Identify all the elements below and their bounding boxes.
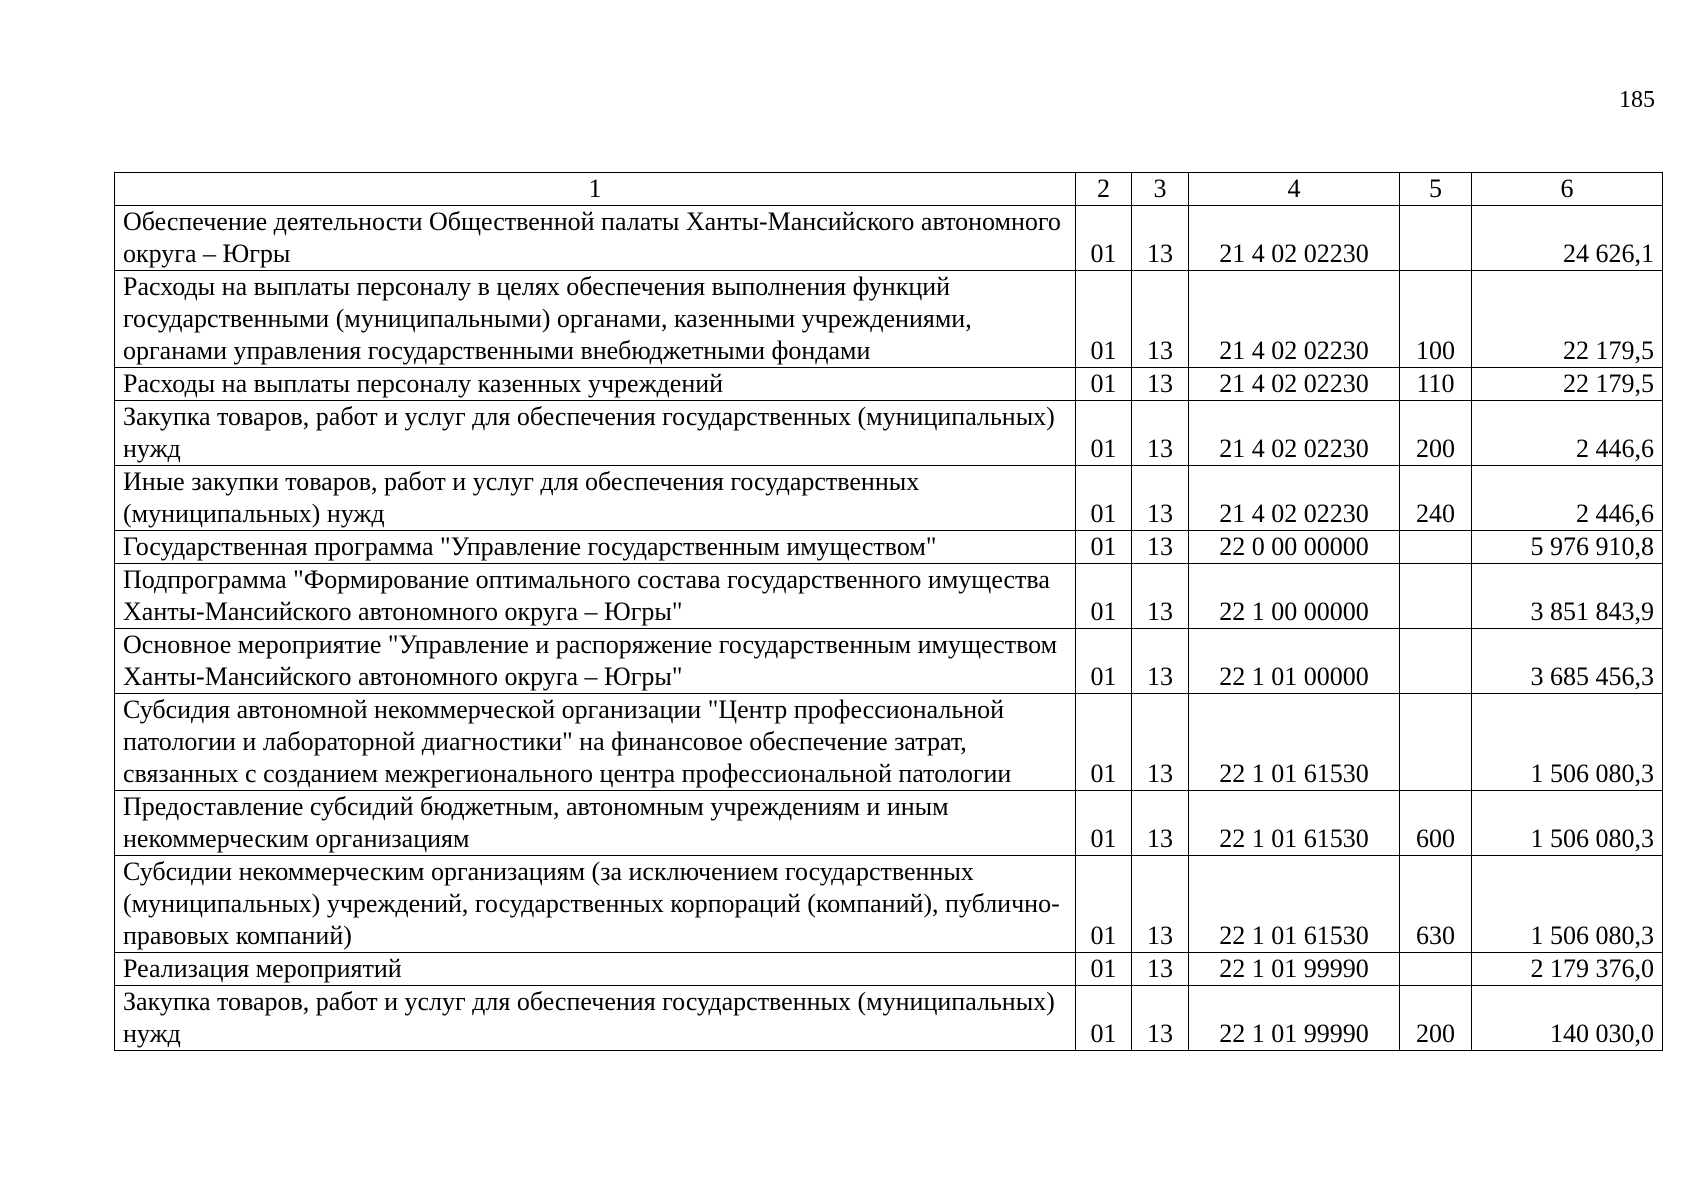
table-row	[115, 206, 1663, 271]
row-name: Субсидии некоммерческим организациям (за исключением государственных (муниципальных) учреждений, государственных корпораций (компаний), публично-правовых компаний)	[115, 856, 1076, 953]
row-amount: 3 851 843,9	[1472, 564, 1663, 629]
row-section: 01	[1076, 629, 1132, 694]
row-section: 01	[1076, 564, 1132, 629]
table-row	[115, 953, 1663, 986]
row-target-code: 21 4 02 02230	[1189, 368, 1400, 401]
row-target-code: 22 1 00 00000	[1189, 564, 1400, 629]
row-target-code: 22 1 01 61530	[1189, 856, 1400, 953]
row-subsection: 13	[1132, 206, 1189, 271]
row-target-code: 22 1 01 61530	[1189, 694, 1400, 791]
row-name: Подпрограмма "Формирование оптимального состава государственного имущества Ханты-Мансийского автономного округа – Югры"	[115, 564, 1076, 629]
row-subsection: 13	[1132, 791, 1189, 856]
row-target-code: 22 1 01 00000	[1189, 629, 1400, 694]
row-name: Основное мероприятие "Управление и распоряжение государственным имуществом Ханты-Мансийского автономного округа – Югры"	[115, 629, 1076, 694]
row-subsection: 13	[1132, 856, 1189, 953]
column-header-5: 5	[1400, 173, 1472, 206]
row-section: 01	[1076, 271, 1132, 368]
row-amount: 2 179 376,0	[1472, 953, 1663, 986]
row-subsection: 13	[1132, 531, 1189, 564]
column-header-2: 2	[1076, 173, 1132, 206]
row-expense-type	[1400, 206, 1472, 271]
column-header-1: 1	[115, 173, 1076, 206]
row-section: 01	[1076, 368, 1132, 401]
row-amount: 2 446,6	[1472, 466, 1663, 531]
row-target-code: 22 1 01 99990	[1189, 953, 1400, 986]
row-subsection: 13	[1132, 466, 1189, 531]
row-name: Расходы на выплаты персоналу казенных учреждений	[115, 368, 1076, 401]
row-expense-type	[1400, 694, 1472, 791]
row-section: 01	[1076, 986, 1132, 1051]
column-header-4: 4	[1189, 173, 1400, 206]
row-amount: 1 506 080,3	[1472, 694, 1663, 791]
row-amount: 2 446,6	[1472, 401, 1663, 466]
column-header-3: 3	[1132, 173, 1189, 206]
row-expense-type: 100	[1400, 271, 1472, 368]
row-amount: 22 179,5	[1472, 368, 1663, 401]
row-expense-type: 110	[1400, 368, 1472, 401]
row-amount: 24 626,1	[1472, 206, 1663, 271]
row-name: Иные закупки товаров, работ и услуг для обеспечения государственных (муниципальных) нужд	[115, 466, 1076, 531]
budget-table	[114, 172, 1663, 1051]
row-subsection: 13	[1132, 564, 1189, 629]
row-section: 01	[1076, 206, 1132, 271]
row-name: Субсидия автономной некоммерческой организации "Центр профессиональной патологии и лабораторной диагностики" на финансовое обеспечение затрат, связанных с созданием межрегионального центра профессиональной патологии	[115, 694, 1076, 791]
row-section: 01	[1076, 856, 1132, 953]
row-expense-type	[1400, 629, 1472, 694]
row-section: 01	[1076, 791, 1132, 856]
row-name: Закупка товаров, работ и услуг для обеспечения государственных (муниципальных) нужд	[115, 401, 1076, 466]
table-row	[115, 564, 1663, 629]
row-target-code: 21 4 02 02230	[1189, 206, 1400, 271]
row-expense-type: 240	[1400, 466, 1472, 531]
row-amount: 1 506 080,3	[1472, 791, 1663, 856]
row-subsection: 13	[1132, 953, 1189, 986]
table-row	[115, 466, 1663, 531]
row-target-code: 22 1 01 61530	[1189, 791, 1400, 856]
row-target-code: 21 4 02 02230	[1189, 401, 1400, 466]
row-subsection: 13	[1132, 368, 1189, 401]
row-expense-type	[1400, 564, 1472, 629]
table-body	[115, 206, 1663, 1051]
row-subsection: 13	[1132, 629, 1189, 694]
table-row	[115, 694, 1663, 791]
row-name: Закупка товаров, работ и услуг для обеспечения государственных (муниципальных) нужд	[115, 986, 1076, 1051]
row-expense-type	[1400, 953, 1472, 986]
row-section: 01	[1076, 466, 1132, 531]
row-subsection: 13	[1132, 986, 1189, 1051]
row-target-code: 21 4 02 02230	[1189, 271, 1400, 368]
row-expense-type: 200	[1400, 986, 1472, 1051]
table-row	[115, 531, 1663, 564]
row-expense-type	[1400, 531, 1472, 564]
row-subsection: 13	[1132, 401, 1189, 466]
row-section: 01	[1076, 953, 1132, 986]
row-amount: 3 685 456,3	[1472, 629, 1663, 694]
row-section: 01	[1076, 531, 1132, 564]
row-target-code: 22 0 00 00000	[1189, 531, 1400, 564]
table-row	[115, 271, 1663, 368]
row-name: Государственная программа "Управление государственным имуществом"	[115, 531, 1076, 564]
row-amount: 140 030,0	[1472, 986, 1663, 1051]
row-section: 01	[1076, 694, 1132, 791]
table-row	[115, 368, 1663, 401]
row-section: 01	[1076, 401, 1132, 466]
row-amount: 1 506 080,3	[1472, 856, 1663, 953]
row-expense-type: 630	[1400, 856, 1472, 953]
row-name: Обеспечение деятельности Общественной палаты Ханты-Мансийского автономного округа – Югры	[115, 206, 1076, 271]
row-amount: 22 179,5	[1472, 271, 1663, 368]
table-header-row	[115, 173, 1663, 206]
row-subsection: 13	[1132, 694, 1189, 791]
row-subsection: 13	[1132, 271, 1189, 368]
row-expense-type: 600	[1400, 791, 1472, 856]
row-target-code: 21 4 02 02230	[1189, 466, 1400, 531]
row-target-code: 22 1 01 99990	[1189, 986, 1400, 1051]
column-header-6: 6	[1472, 173, 1663, 206]
row-name: Реализация мероприятий	[115, 953, 1076, 986]
row-expense-type: 200	[1400, 401, 1472, 466]
table-row	[115, 629, 1663, 694]
row-name: Предоставление субсидий бюджетным, автономным учреждениям и иным некоммерческим организациям	[115, 791, 1076, 856]
page-number: 185	[1619, 87, 1655, 113]
row-name: Расходы на выплаты персоналу в целях обеспечения выполнения функций государственными (муниципальными) органами, казенными учреждениями, органами управления государственными внебюджетными фондами	[115, 271, 1076, 368]
table-row	[115, 791, 1663, 856]
table-row	[115, 401, 1663, 466]
table-row	[115, 986, 1663, 1051]
row-amount: 5 976 910,8	[1472, 531, 1663, 564]
table-row	[115, 856, 1663, 953]
